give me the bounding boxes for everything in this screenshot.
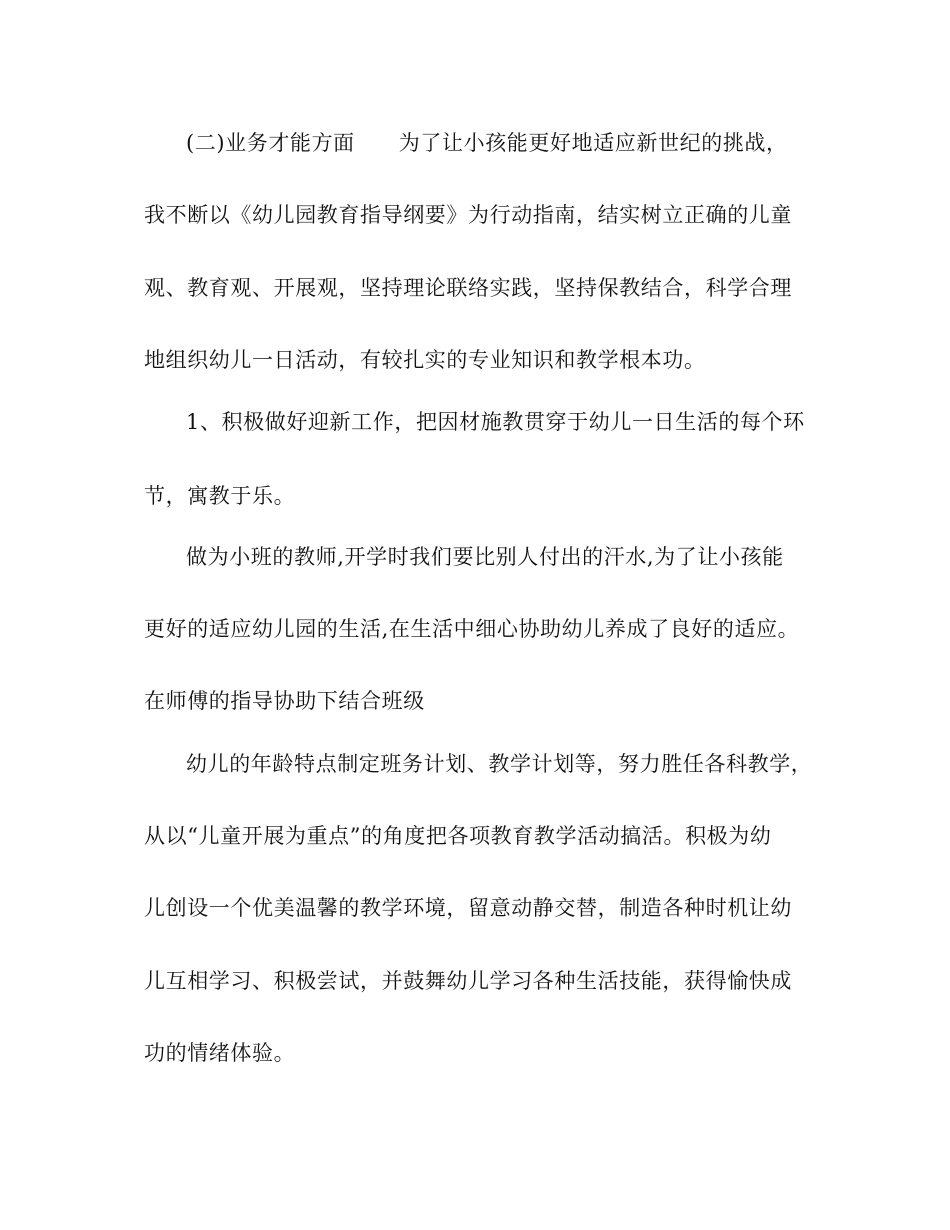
paragraph-3-line-2: 更好的适应幼儿园的生活,在生活中细心协助幼儿养成了良好的适应。 (144, 617, 800, 641)
paragraph-2-line-1: 1、积极做好迎新工作，把因材施教贯穿于幼儿一日生活的每个环 (186, 410, 805, 434)
paragraph-3-line-1: 做为小班的教师,开学时我们要比别人付出的汗水,为了让小孩能 (186, 545, 784, 569)
paragraph-1-line-3: 观、教育观、开展观，坚持理论联络实践，坚持保教结合，科学合理 (144, 276, 792, 300)
paragraph-1-line-1-text: 为了让小孩能更好地适应新世纪的挑战， (398, 131, 788, 155)
paragraph-4-line-4: 儿互相学习、积极尝试，并鼓舞幼儿学习各种生活技能，获得愉快成 (144, 969, 792, 993)
paragraph-1-line-2: 我不断以《幼儿园教育指导纲要》为行动指南，结实树立正确的儿童 (144, 203, 792, 227)
paragraph-4-line-5: 功的情绪体验。 (144, 1041, 296, 1065)
section-heading: (二)业务才能方面 (186, 131, 355, 155)
paragraph-4-line-1: 幼儿的年龄特点制定班务计划、教学计划等，努力胜任各科教学， (186, 752, 813, 776)
paragraph-1-line-1 (186, 133, 788, 154)
paragraph-3-line-3: 在师傅的指导协助下结合班级 (144, 689, 425, 713)
paragraph-4-line-2: 从以“儿童开展为重点”的角度把各项教育教学活动搞活。积极为幼 (144, 824, 772, 848)
paragraph-2-line-2: 节，寓教于乐。 (144, 484, 296, 508)
paragraph-4-line-3: 儿创设一个优美温馨的教学环境，留意动静交替，制造各种时机让幼 (144, 896, 792, 920)
paragraph-1-line-4: 地组织幼儿一日活动，有较扎实的专业知识和教学根本功。 (144, 348, 706, 372)
